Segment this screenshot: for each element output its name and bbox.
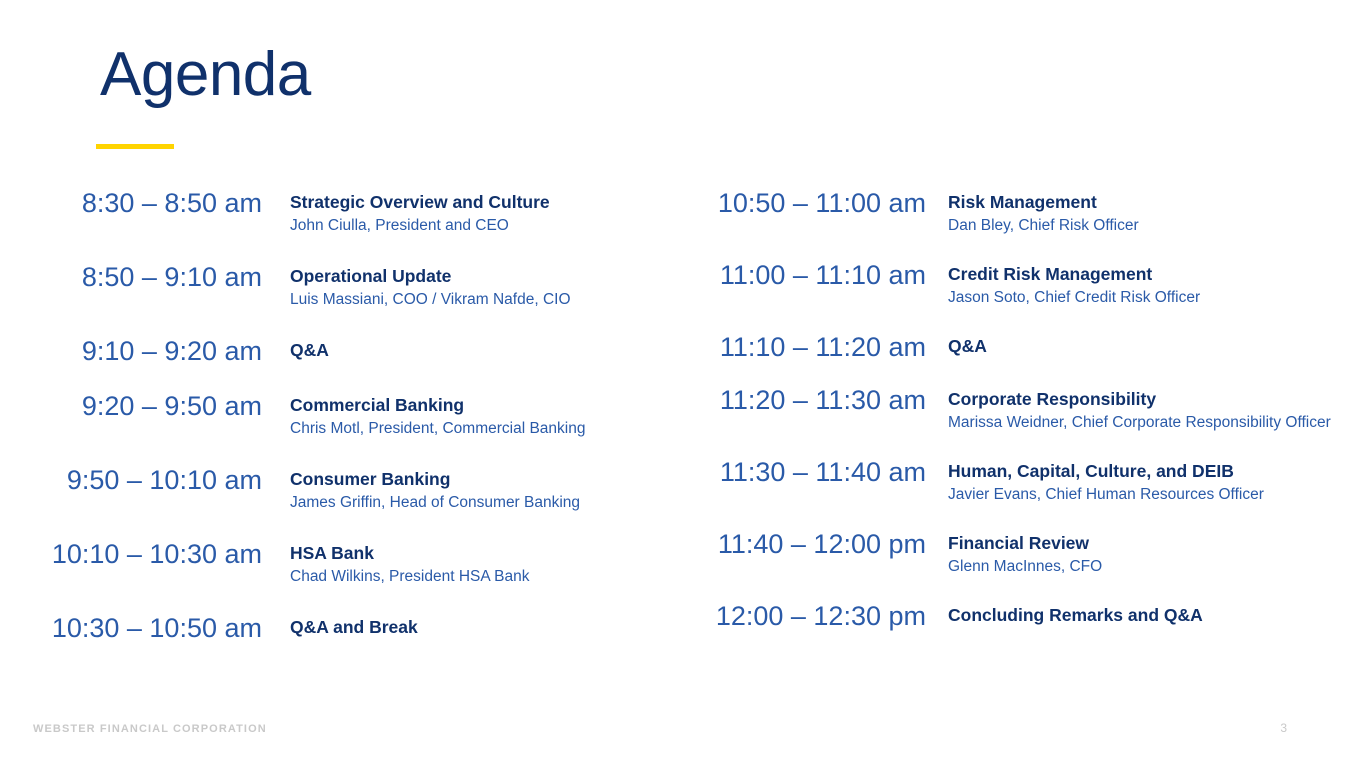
agenda-item-detail (948, 459, 1350, 505)
agenda-item-title: Q&A (290, 340, 329, 361)
agenda-item-time: 11:40 – 12:00 pm (717, 529, 926, 560)
agenda-item-time: 11:20 – 11:30 am (719, 385, 926, 416)
agenda-item-time: 9:20 – 9:50 am (81, 391, 262, 422)
agenda-item (40, 338, 690, 365)
agenda-item-title: Concluding Remarks and Q&A (948, 605, 1203, 626)
agenda-item-detail (290, 541, 690, 587)
agenda-item-time: 12:00 – 12:30 pm (715, 601, 926, 632)
agenda-item-time: 9:10 – 9:20 am (81, 336, 262, 367)
agenda-item-detail (948, 531, 1350, 577)
agenda-item-speaker: Chad Wilkins, President HSA Bank (290, 567, 530, 585)
agenda-item (40, 615, 690, 642)
agenda-item-detail (290, 393, 690, 439)
agenda-column-right (700, 190, 1350, 670)
agenda-item (700, 603, 1350, 630)
agenda-item (40, 541, 690, 587)
agenda-item-speaker: Jason Soto, Chief Credit Risk Officer (948, 288, 1201, 306)
agenda-item (40, 467, 690, 513)
agenda-column-left (40, 190, 690, 670)
agenda-item-title: Commercial Banking (290, 395, 465, 416)
agenda-item (700, 531, 1350, 577)
agenda-item-speaker: Javier Evans, Chief Human Resources Officer (948, 485, 1264, 503)
agenda-item-title: HSA Bank (290, 543, 374, 564)
agenda-item-detail (290, 264, 690, 310)
agenda-item (40, 264, 690, 310)
agenda-item-detail (948, 190, 1350, 236)
agenda-item (700, 459, 1350, 505)
agenda-item-title: Consumer Banking (290, 469, 451, 490)
agenda-item-detail (948, 603, 1350, 629)
agenda-item-detail (290, 467, 690, 513)
agenda-item-speaker: Marissa Weidner, Chief Corporate Responsibility Officer (948, 413, 1331, 431)
agenda-columns (0, 190, 1365, 670)
agenda-item-title: Q&A and Break (290, 617, 418, 638)
agenda-item (40, 393, 690, 439)
agenda-item (40, 190, 690, 236)
agenda-item-detail (290, 190, 690, 236)
agenda-item-detail (948, 334, 1350, 360)
agenda-item-detail (290, 338, 690, 364)
agenda-item-detail (948, 387, 1350, 433)
agenda-item-title: Financial Review (948, 533, 1090, 554)
footer-company-name: WEBSTER FINANCIAL CORPORATION (33, 723, 267, 735)
agenda-item-speaker: John Ciulla, President and CEO (290, 216, 509, 234)
agenda-item-detail (290, 615, 690, 641)
agenda-item-detail (948, 262, 1350, 308)
agenda-item-time: 9:50 – 10:10 am (66, 465, 262, 496)
agenda-item-time: 8:50 – 9:10 am (81, 262, 262, 293)
agenda-item-title: Credit Risk Management (948, 264, 1153, 285)
agenda-item (700, 190, 1350, 236)
agenda-item-title: Strategic Overview and Culture (290, 192, 550, 212)
agenda-item-time: 8:30 – 8:50 am (81, 188, 262, 218)
agenda-item-speaker: Dan Bley, Chief Risk Officer (948, 216, 1139, 234)
agenda-item-time: 10:30 – 10:50 am (51, 613, 262, 644)
agenda-item (700, 334, 1350, 361)
agenda-item-title: Q&A (948, 336, 987, 357)
agenda-item-time: 11:00 – 11:10 am (719, 260, 926, 291)
agenda-item-time: 11:30 – 11:40 am (719, 457, 926, 488)
agenda-item-title: Operational Update (290, 266, 452, 287)
agenda-item-speaker: Glenn MacInnes, CFO (948, 557, 1103, 575)
page-title: Agenda (100, 40, 311, 109)
agenda-item-time: 10:50 – 11:00 am (717, 188, 926, 218)
agenda-item-speaker: James Griffin, Head of Consumer Banking (290, 493, 581, 511)
agenda-item-title: Risk Management (948, 192, 1097, 212)
agenda-item-title: Human, Capital, Culture, and DEIB (948, 461, 1234, 482)
agenda-item-speaker: Chris Motl, President, Commercial Banking (290, 419, 586, 437)
agenda-item-time: 10:10 – 10:30 am (51, 539, 262, 570)
footer-page-number: 3 (1280, 721, 1287, 735)
agenda-item-title: Corporate Responsibility (948, 389, 1157, 410)
agenda-item-speaker: Luis Massiani, COO / Vikram Nafde, CIO (290, 290, 571, 308)
agenda-item (700, 262, 1350, 308)
title-underline-accent (96, 144, 174, 149)
agenda-item-time: 11:10 – 11:20 am (719, 332, 926, 363)
agenda-item (700, 387, 1350, 433)
